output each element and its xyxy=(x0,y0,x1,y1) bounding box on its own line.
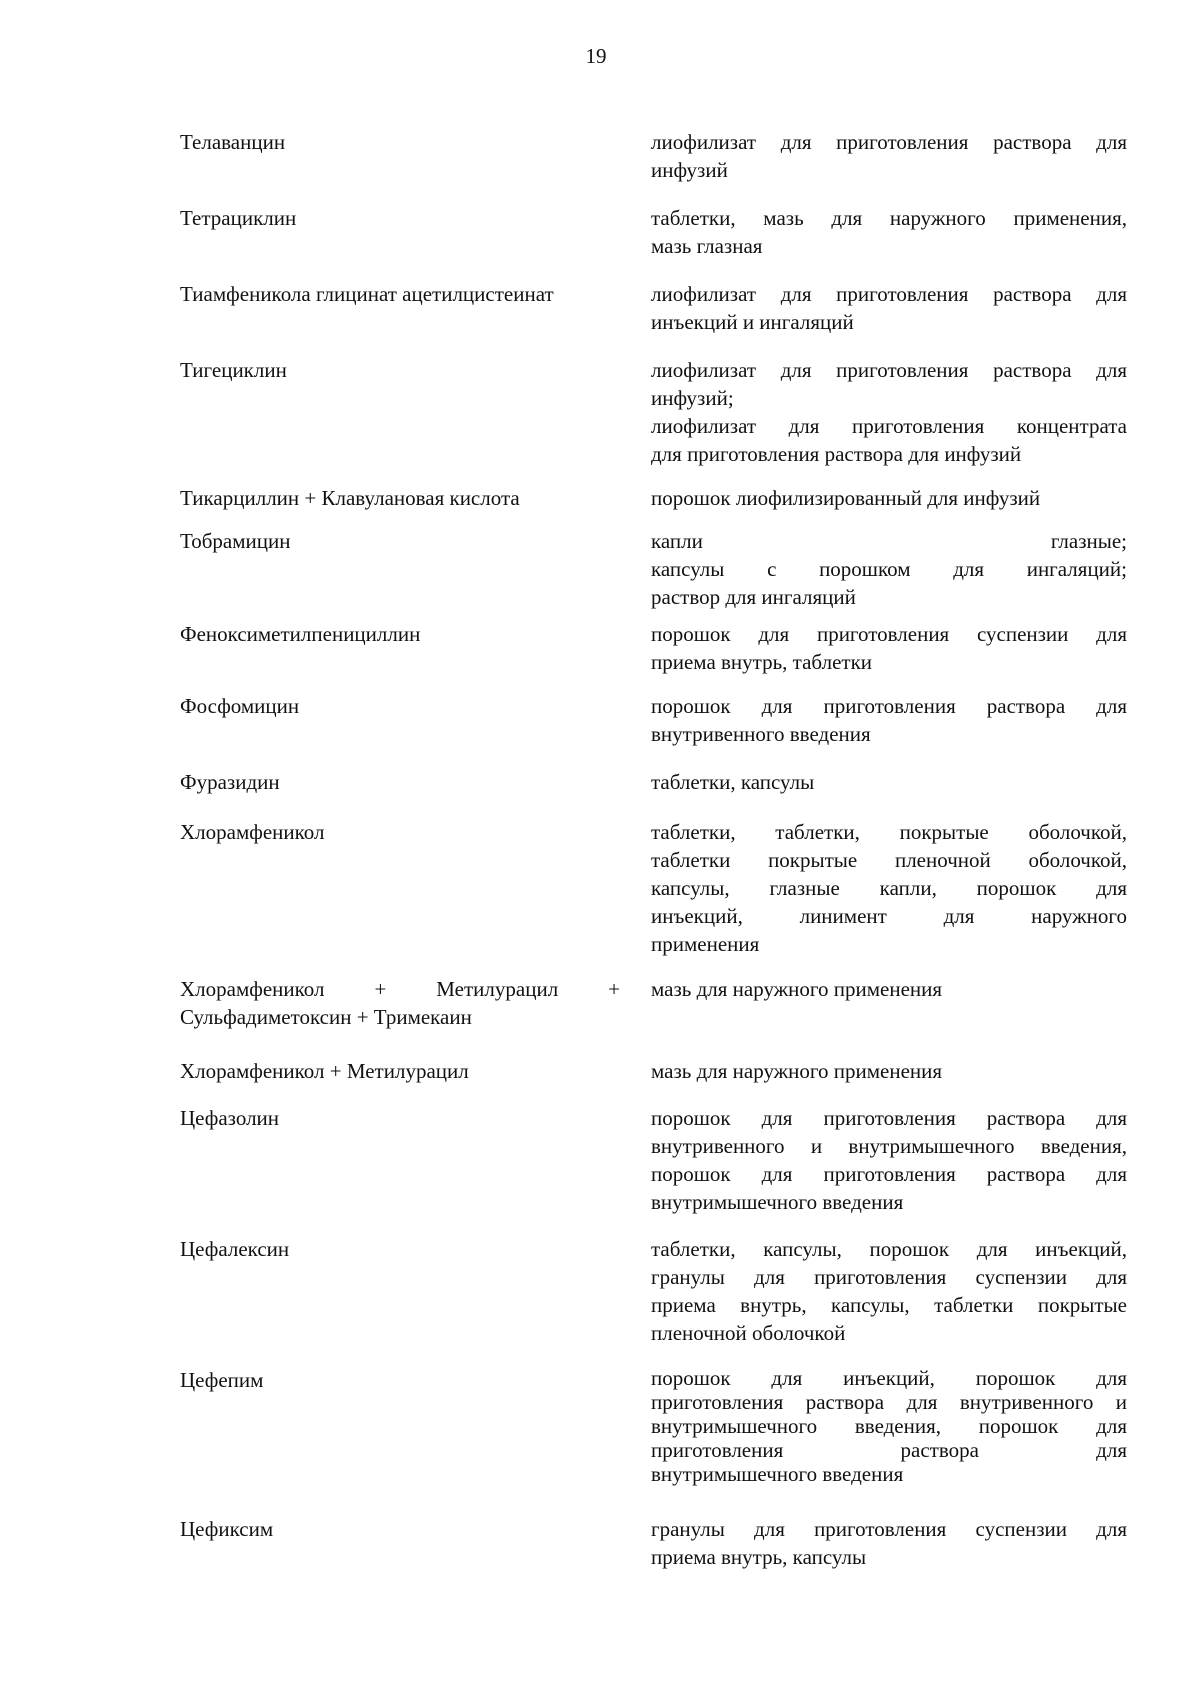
drug-name-line: Цефазолин xyxy=(180,1106,280,1130)
dosage-form-line: порошок лиофилизированный для инфузий xyxy=(651,486,1041,510)
drug-name xyxy=(180,975,620,1031)
dosage-form-line: приготовления раствора для внутривенного и xyxy=(651,1390,1127,1414)
dosage-form-line: внутримышечного введения xyxy=(651,1462,904,1486)
drug-name-line: Тикарциллин + Клавулановая кислота xyxy=(180,486,520,510)
dosage-form-line: приема внутрь, капсулы, таблетки покрытые xyxy=(651,1293,1127,1317)
dosage-forms xyxy=(651,1235,1127,1347)
dosage-form-line: внутримышечного введения xyxy=(651,1190,904,1214)
drug-name-line: Тетрациклин xyxy=(180,206,297,230)
drug-name-line: Хлорамфеникол + Метилурацил + xyxy=(180,977,620,1001)
dosage-form-line: инфузий xyxy=(651,158,728,182)
drug-name xyxy=(180,692,620,720)
dosage-form-line: лиофилизат для приготовления раствора для xyxy=(651,282,1127,306)
dosage-form-line: лиофилизат для приготовления раствора для xyxy=(651,130,1127,154)
dosage-forms xyxy=(651,768,1127,796)
dosage-form-line: внутривенного введения xyxy=(651,722,871,746)
dosage-forms xyxy=(651,975,1127,1003)
dosage-forms xyxy=(651,527,1127,611)
dosage-form-line: инъекций и ингаляций xyxy=(651,310,854,334)
drug-name-line: Сульфадиметоксин + Тримекаин xyxy=(180,1005,472,1029)
dosage-forms xyxy=(651,128,1127,184)
dosage-forms xyxy=(651,1104,1127,1216)
dosage-form-line: порошок для приготовления суспензии для xyxy=(651,622,1127,646)
drug-name xyxy=(180,768,620,796)
drug-name-line: Цефиксим xyxy=(180,1517,274,1541)
dosage-form-line: таблетки, капсулы xyxy=(651,770,815,794)
drug-name xyxy=(180,280,620,308)
drug-name xyxy=(180,1366,620,1394)
dosage-form-line: порошок для приготовления раствора для xyxy=(651,694,1127,718)
drug-name-line: Хлорамфеникол xyxy=(180,820,325,844)
drug-name xyxy=(180,1057,620,1085)
dosage-forms xyxy=(651,692,1127,748)
dosage-form-line: инфузий; xyxy=(651,386,734,410)
dosage-forms xyxy=(651,356,1127,468)
drug-name-line: Телаванцин xyxy=(180,130,286,154)
dosage-form-line: лиофилизат для приготовления раствора для xyxy=(651,358,1127,382)
dosage-form-line: капли глазные; xyxy=(651,529,1127,553)
dosage-form-line: применения xyxy=(651,932,760,956)
drug-name xyxy=(180,527,620,555)
dosage-form-line: капсулы, глазные капли, порошок для xyxy=(651,876,1127,900)
dosage-form-line: таблетки покрытые пленочной оболочкой, xyxy=(651,848,1127,872)
drug-name-line: Цефалексин xyxy=(180,1237,290,1261)
dosage-form-line: приема внутрь, таблетки xyxy=(651,650,873,674)
drug-name-line: Тиамфеникола глицинат ацетилцистеинат xyxy=(180,282,554,306)
drug-name-line: Хлорамфеникол + Метилурацил xyxy=(180,1059,469,1083)
dosage-form-line: порошок для приготовления раствора для xyxy=(651,1106,1127,1130)
drug-name-line: Фосфомицин xyxy=(180,694,300,718)
drug-name xyxy=(180,128,620,156)
dosage-forms xyxy=(651,620,1127,676)
page-number: 19 xyxy=(585,44,607,68)
dosage-form-line: порошок для инъекций, порошок для xyxy=(651,1366,1127,1390)
dosage-form-line: для приготовления раствора для инфузий xyxy=(651,442,1022,466)
dosage-form-line: пленочной оболочкой xyxy=(651,1321,846,1345)
dosage-form-line: инъекций, линимент для наружного xyxy=(651,904,1127,928)
drug-name xyxy=(180,1235,620,1263)
dosage-form-line: мазь для наружного применения xyxy=(651,977,943,1001)
dosage-form-line: порошок для приготовления раствора для xyxy=(651,1162,1127,1186)
dosage-form-line: мазь для наружного применения xyxy=(651,1059,943,1083)
dosage-forms xyxy=(651,1366,1127,1486)
dosage-form-line: капсулы с порошком для ингаляций; xyxy=(651,557,1127,581)
dosage-form-line: таблетки, мазь для наружного применения, xyxy=(651,206,1127,230)
drug-name xyxy=(180,1515,620,1543)
dosage-form-line: лиофилизат для приготовления концентрата xyxy=(651,414,1127,438)
dosage-forms xyxy=(651,204,1127,260)
dosage-form-line: внутримышечного введения, порошок для xyxy=(651,1414,1127,1438)
dosage-form-line: приема внутрь, капсулы xyxy=(651,1545,867,1569)
dosage-forms xyxy=(651,1515,1127,1571)
dosage-forms xyxy=(651,484,1127,512)
drug-name xyxy=(180,1104,620,1132)
dosage-form-line: гранулы для приготовления суспензии для xyxy=(651,1265,1127,1289)
dosage-forms xyxy=(651,280,1127,336)
drug-name xyxy=(180,356,620,384)
drug-name xyxy=(180,204,620,232)
drug-name xyxy=(180,818,620,846)
dosage-forms xyxy=(651,818,1127,958)
drug-name xyxy=(180,620,620,648)
drug-name-line: Цефепим xyxy=(180,1368,264,1392)
dosage-form-line: раствор для ингаляций xyxy=(651,585,856,609)
drug-name-line: Фуразидин xyxy=(180,770,280,794)
dosage-form-line: гранулы для приготовления суспензии для xyxy=(651,1517,1127,1541)
drug-name-line: Тобрамицин xyxy=(180,529,291,553)
dosage-form-line: таблетки, таблетки, покрытые оболочкой, xyxy=(651,820,1127,844)
dosage-form-line: внутривенного и внутримышечного введения, xyxy=(651,1134,1127,1158)
dosage-form-line: мазь глазная xyxy=(651,234,763,258)
dosage-form-line: приготовления раствора для xyxy=(651,1438,1127,1462)
drug-name xyxy=(180,484,620,512)
drug-name-line: Тигециклин xyxy=(180,358,287,382)
drug-name-line: Феноксиметилпенициллин xyxy=(180,622,421,646)
dosage-form-line: таблетки, капсулы, порошок для инъекций, xyxy=(651,1237,1127,1261)
dosage-forms xyxy=(651,1057,1127,1085)
